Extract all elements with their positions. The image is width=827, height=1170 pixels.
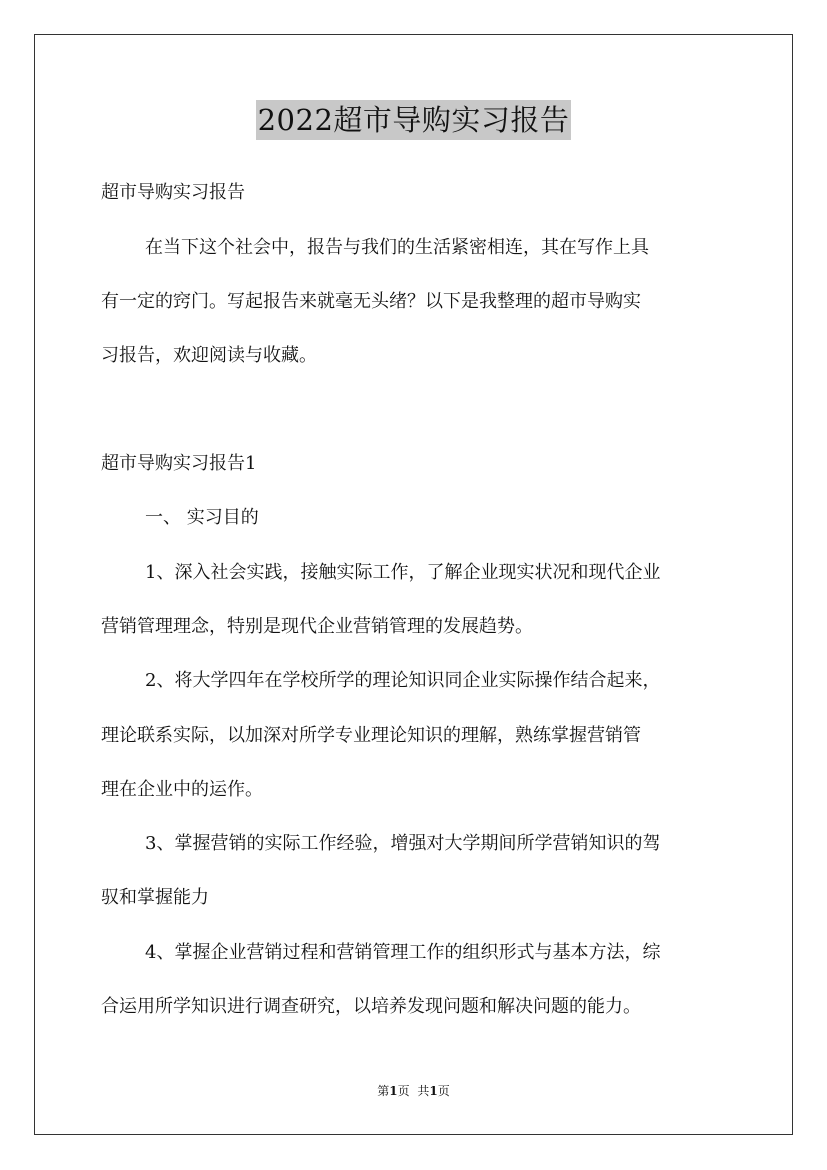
paragraph-line: 4、掌握企业营销过程和营销管理工作的组织形式与基本方法，综 [145, 942, 661, 963]
paragraph-line: 理论联系实际，以加深对所学专业理论知识的理解，熟练掌握营销管 [101, 725, 641, 746]
footer-page-prefix: 第 [377, 1084, 390, 1098]
paragraph-line: 合运用所学知识进行调查研究，以培养发现问题和解决问题的能力。 [101, 996, 641, 1017]
footer-page-number: 1 [389, 1084, 398, 1098]
paragraph-line: 理在企业中的运作。 [101, 779, 263, 800]
paragraph-line: 1、深入社会实践，接触实际工作，了解企业现实状况和现代企业 [145, 562, 661, 583]
paragraph-line: 3、掌握营销的实际工作经验，增强对大学期间所学营销知识的驾 [145, 833, 661, 854]
footer-total-number: 1 [429, 1084, 438, 1098]
paragraph-line: 习报告，欢迎阅读与收藏。 [101, 345, 317, 366]
footer-page-suffix: 页 [397, 1084, 410, 1098]
page-footer [0, 1083, 827, 1099]
paragraph-line: 营销管理理念，特别是现代企业营销管理的发展趋势。 [101, 616, 533, 637]
paragraph-line: 驭和掌握能力 [101, 887, 209, 908]
subsection-heading: 一、 实习目的 [145, 507, 259, 528]
document-title: 2022超市导购实习报告 [256, 100, 572, 140]
title-container [0, 100, 827, 140]
paragraph-line: 有一定的窍门。写起报告来就毫无头绪？以下是我整理的超市导购实 [101, 291, 641, 312]
paragraph-line: 2、将大学四年在学校所学的理论知识同企业实际操作结合起来， [145, 670, 661, 691]
footer-total-prefix: 共 [417, 1084, 430, 1098]
section-heading: 超市导购实习报告 [101, 182, 245, 203]
paragraph-line: 在当下这个社会中，报告与我们的生活紧密相连，其在写作上具 [145, 237, 649, 258]
section-heading: 超市导购实习报告1 [101, 453, 257, 474]
footer-total-suffix: 页 [437, 1084, 450, 1098]
